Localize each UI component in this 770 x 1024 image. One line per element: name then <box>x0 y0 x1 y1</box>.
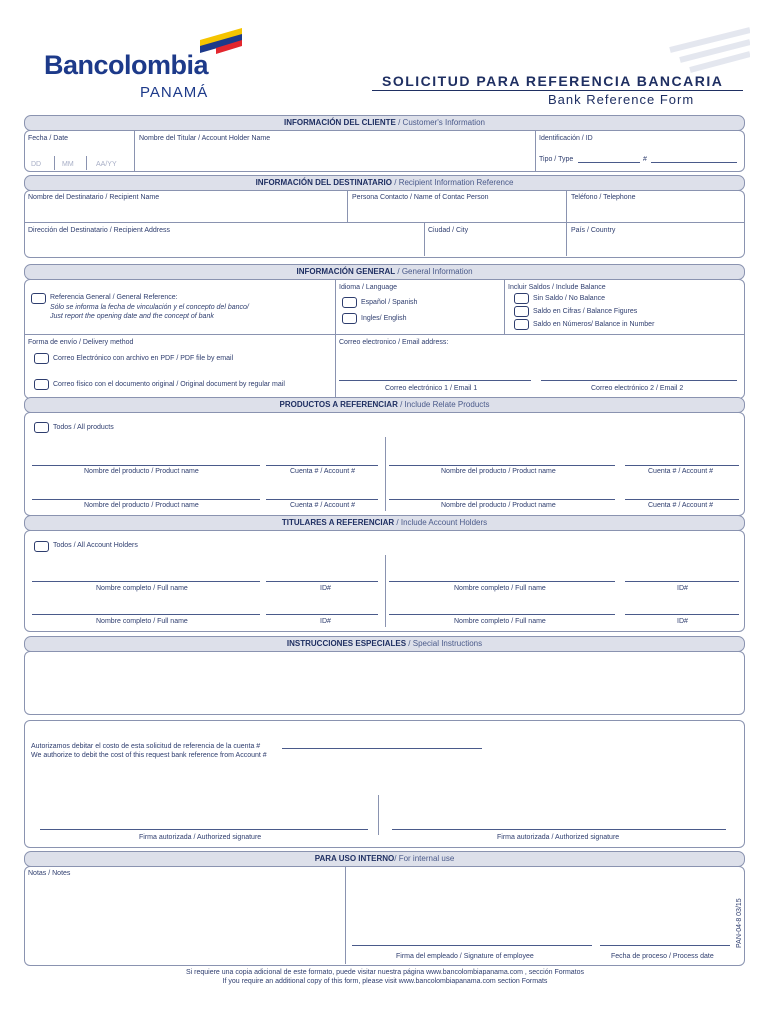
number-field[interactable] <box>651 162 737 163</box>
internal-box <box>24 866 745 966</box>
spanish-label: Español / Spanish <box>361 299 418 306</box>
employee-signature-line[interactable] <box>352 945 592 946</box>
holder-full-name-4: Nombre completo / Full name <box>454 618 546 625</box>
decorative-stripes-icon <box>660 20 750 80</box>
date-label: Fecha / Date <box>28 135 69 142</box>
recipient-address-label: Dirección del Destinatario / Recipient Address <box>28 227 171 234</box>
email2-field[interactable] <box>541 380 737 381</box>
mail-delivery-label: Correo físico con el documento original / Original document by regular mail <box>53 381 285 388</box>
all-holders-label: Todos / All Account Holders <box>53 542 138 549</box>
recipient-name-label: Nombre del Destinatario / Recipient Name <box>28 194 160 201</box>
holder-id-2: ID# <box>677 585 688 592</box>
title-underline <box>372 90 743 91</box>
city-label: Ciudad / City <box>428 227 469 234</box>
process-date-line[interactable] <box>600 945 730 946</box>
english-label: Ingles/ English <box>361 315 407 322</box>
email1-label: Correo electrónico 1 / Email 1 <box>385 385 478 392</box>
holder-name-label: Nombre del Titular / Account Holder Name <box>139 135 271 142</box>
mail-delivery-checkbox[interactable] <box>34 379 49 390</box>
special-section-header: INSTRUCCIONES ESPECIALES / Special Instructions <box>24 636 745 652</box>
email-delivery-checkbox[interactable] <box>34 353 49 364</box>
no-balance-label: Sin Saldo / No Balance <box>533 295 605 302</box>
form-code: PAN-04-8 03/15 <box>736 898 743 948</box>
type-label: Tipo / Type <box>539 156 574 163</box>
email2-label: Correo electrónico 2 / Email 2 <box>591 385 684 392</box>
english-checkbox[interactable] <box>342 313 357 324</box>
holder-id-4: ID# <box>677 618 688 625</box>
delivery-method-label: Forma de envío / Delivery method <box>28 339 134 346</box>
number-label: # <box>643 156 647 163</box>
client-section-header: INFORMACIÓN DEL CLIENTE / Customer's Information <box>24 115 745 131</box>
balance-number-label: Saldo en Números/ Balance in Number <box>533 321 655 328</box>
type-field[interactable] <box>578 162 640 163</box>
holder-full-name-3: Nombre completo / Full name <box>96 618 188 625</box>
holders-section-header: TITULARES A REFERENCIAR / Include Account Holders <box>24 515 745 531</box>
bank-country: PANAMÁ <box>140 84 209 101</box>
holder-full-name-1: Nombre completo / Full name <box>96 585 188 592</box>
id-label: Identificación / ID <box>539 135 593 142</box>
telephone-label: Teléfono / Telephone <box>571 194 636 201</box>
account-1: Cuenta # / Account # <box>290 468 355 475</box>
footer-text-en: If you require an additional copy of this form, please visit www.bancolombiapanama.com section Formats <box>222 978 548 985</box>
holder-full-name-2: Nombre completo / Full name <box>454 585 546 592</box>
date-mm[interactable]: MM <box>62 161 74 168</box>
general-section-header: INFORMACIÓN GENERAL / General Information <box>24 264 745 280</box>
contact-person-label: Persona Contacto / Name of Contac Person <box>352 194 489 201</box>
country-label: País / Country <box>571 227 616 234</box>
spanish-checkbox[interactable] <box>342 297 357 308</box>
date-dd[interactable]: DD <box>31 161 42 168</box>
email1-field[interactable] <box>339 380 531 381</box>
internal-section-header: PARA USO INTERNO/ For internal use <box>24 851 745 867</box>
special-instructions-area[interactable] <box>24 651 745 715</box>
all-products-checkbox[interactable] <box>34 422 49 433</box>
authorization-text-es: Autorizamos debitar el costo de esta solicitud de referencia de la cuenta # <box>31 743 261 750</box>
balance-figures-checkbox[interactable] <box>514 306 529 317</box>
process-date-label: Fecha de proceso / Process date <box>611 953 714 960</box>
account-4: Cuenta # / Account # <box>648 502 713 509</box>
holder-id-3: ID# <box>320 618 331 625</box>
signature-line-1[interactable] <box>40 829 368 830</box>
recipient-section-header: INFORMACIÓN DEL DESTINATARIO / Recipient Information Reference <box>24 175 745 191</box>
form-title: SOLICITUD PARA REFERENCIA BANCARIA <box>382 73 724 89</box>
language-label: Idioma / Language <box>339 284 397 291</box>
product-name-3: Nombre del producto / Product name <box>84 502 199 509</box>
all-holders-checkbox[interactable] <box>34 541 49 552</box>
general-reference-checkbox[interactable] <box>31 293 46 304</box>
general-reference-note-es: Sólo se informa la fecha de vinculación y el concepto del banco/ <box>50 304 249 311</box>
account-2: Cuenta # / Account # <box>648 468 713 475</box>
email-address-label: Correo electronico / Email address: <box>339 339 449 346</box>
authorized-signature-2: Firma autorizada / Authorized signature <box>497 834 620 841</box>
authorization-account-field[interactable] <box>282 748 482 749</box>
notes-label: Notas / Notes <box>28 870 71 877</box>
balance-figures-label: Saldo en Cifras / Balance Figures <box>533 308 638 315</box>
authorization-text-en: We authorize to debit the cost of this request bank reference from Account # <box>31 752 267 759</box>
product-name-4: Nombre del producto / Product name <box>441 502 556 509</box>
product-name-2: Nombre del producto / Product name <box>441 468 556 475</box>
form-subtitle: Bank Reference Form <box>548 92 695 107</box>
balance-number-checkbox[interactable] <box>514 319 529 330</box>
general-reference-note-en: Just report the opening date and the concept of bank <box>50 313 214 320</box>
holder-id-1: ID# <box>320 585 331 592</box>
no-balance-checkbox[interactable] <box>514 293 529 304</box>
bank-name: Bancolombia <box>44 50 209 80</box>
footer-text-es: Si requiere una copia adicional de este formato, puede visitar nuestra página www.bancolombiapanama.com , sección Formatos <box>185 969 585 976</box>
products-section-header: PRODUCTOS A REFERENCIAR / Include Relate Products <box>24 397 745 413</box>
date-yy[interactable]: AA/YY <box>96 161 117 168</box>
all-products-label: Todos / All products <box>53 424 114 431</box>
balance-label: Incluir Saldos / Include Balance <box>508 284 606 291</box>
authorized-signature-1: Firma autorizada / Authorized signature <box>139 834 262 841</box>
account-3: Cuenta # / Account # <box>290 502 355 509</box>
signature-line-2[interactable] <box>392 829 726 830</box>
general-reference-label: Referencia General / General Reference: <box>50 294 178 301</box>
employee-signature-label: Firma del empleado / Signature of employee <box>396 953 534 960</box>
product-name-1: Nombre del producto / Product name <box>84 468 199 475</box>
client-box <box>24 130 745 172</box>
email-delivery-label: Correo Electrónico con archivo en PDF / PDF file by email <box>53 355 234 362</box>
